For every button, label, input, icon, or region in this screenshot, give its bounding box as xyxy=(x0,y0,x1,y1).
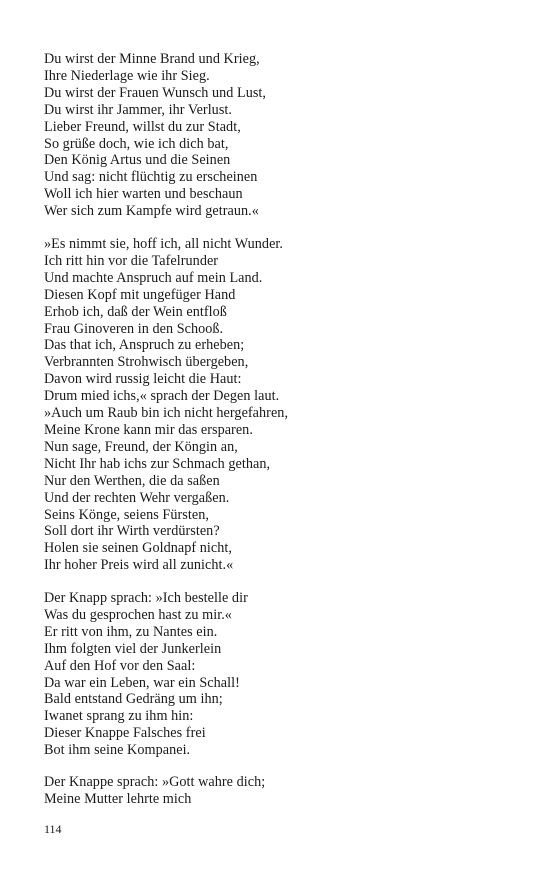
verse-line: Auf den Hof vor den Saal: xyxy=(44,657,196,674)
verse-line: Du wirst der Frauen Wunsch und Lust, xyxy=(44,84,267,101)
verse-line: So grüße doch, wie ich dich bat, xyxy=(44,135,229,152)
page-number: 114 xyxy=(44,822,62,836)
stanza-1 xyxy=(44,51,514,220)
verse-line: Du wirst der Minne Brand und Krieg, xyxy=(44,51,260,67)
verse-line: Diesen Kopf mit ungefüger Hand xyxy=(44,286,236,303)
verse-line: Und sag: nicht flüchtig zu erscheinen xyxy=(44,169,258,186)
verse-line: Erhob ich, daß der Wein entfloß xyxy=(44,303,227,320)
stanza-3 xyxy=(44,590,514,759)
verse-line: Drum mied ichs,« sprach der Degen laut. xyxy=(44,388,280,405)
verse-line: Nun sage, Freund, der Köngin an, xyxy=(44,438,238,455)
verse-line: Das that ich, Anspruch zu erheben; xyxy=(44,337,245,354)
verse-line: Er ritt von ihm, zu Nantes ein. xyxy=(44,623,218,640)
verse-line: Ihm folgten viel der Junkerlein xyxy=(44,640,222,657)
verse-line: Woll ich hier warten und beschaun xyxy=(44,186,243,203)
verse-line: Der Knappe sprach: »Gott wahre dich; xyxy=(44,774,266,790)
verse-line: Was du gesprochen hast zu mir.« xyxy=(44,606,232,623)
verse-line: Seins Könge, seiens Fürsten, xyxy=(44,506,209,523)
verse-line: Und machte Anspruch auf mein Land. xyxy=(44,269,263,286)
verse-line: Frau Ginoveren in den Schooß. xyxy=(44,320,224,337)
verse-line: Meine Mutter lehrte mich xyxy=(44,790,192,807)
verse-line: »Auch um Raub bin ich nicht hergefahren, xyxy=(44,405,289,422)
stanza-2 xyxy=(44,236,514,574)
verse-line: Den König Artus und die Seinen xyxy=(44,152,231,169)
verse-line: Meine Krone kann mir das ersparen. xyxy=(44,421,253,438)
verse-line: Ich ritt hin vor die Tafelrunder xyxy=(44,252,219,269)
stanza-4 xyxy=(44,774,514,808)
verse-line: Ihr hoher Preis wird all zunicht.« xyxy=(44,557,234,574)
verse-line: Wer sich zum Kampfe wird getraun.« xyxy=(44,203,259,220)
verse-line: Verbrannten Strohwisch übergeben, xyxy=(44,354,249,371)
verse-line: Dieser Knappe Falsches frei xyxy=(44,725,206,742)
verse-line: Bald entstand Gedräng um ihn; xyxy=(44,691,223,708)
verse-line: Iwanet sprang zu ihm hin: xyxy=(44,708,194,725)
verse-line: Ihre Niederlage wie ihr Sieg. xyxy=(44,67,210,84)
verse-line: Du wirst ihr Jammer, ihr Verlust. xyxy=(44,101,232,118)
verse-line: »Es nimmt sie, hoff ich, all nicht Wunder. xyxy=(44,236,284,252)
verse-line: Lieber Freund, willst du zur Stadt, xyxy=(44,118,241,135)
verse-line: Soll dort ihr Wirth verdürsten? xyxy=(44,523,220,540)
verse-line: Der Knapp sprach: »Ich bestelle dir xyxy=(44,590,248,606)
verse-line: Nicht Ihr hab ichs zur Schmach gethan, xyxy=(44,455,271,472)
verse-line: Davon wird russig leicht die Haut: xyxy=(44,371,242,388)
verse-line: Bot ihm seine Kompanei. xyxy=(44,742,191,759)
verse-line: Und der rechten Wehr vergaßen. xyxy=(44,489,230,506)
verse-line: Da war ein Leben, war ein Schall! xyxy=(44,674,240,691)
verse-line: Nur den Werthen, die da saßen xyxy=(44,472,220,489)
verse-line: Holen sie seinen Goldnapf nicht, xyxy=(44,540,232,557)
